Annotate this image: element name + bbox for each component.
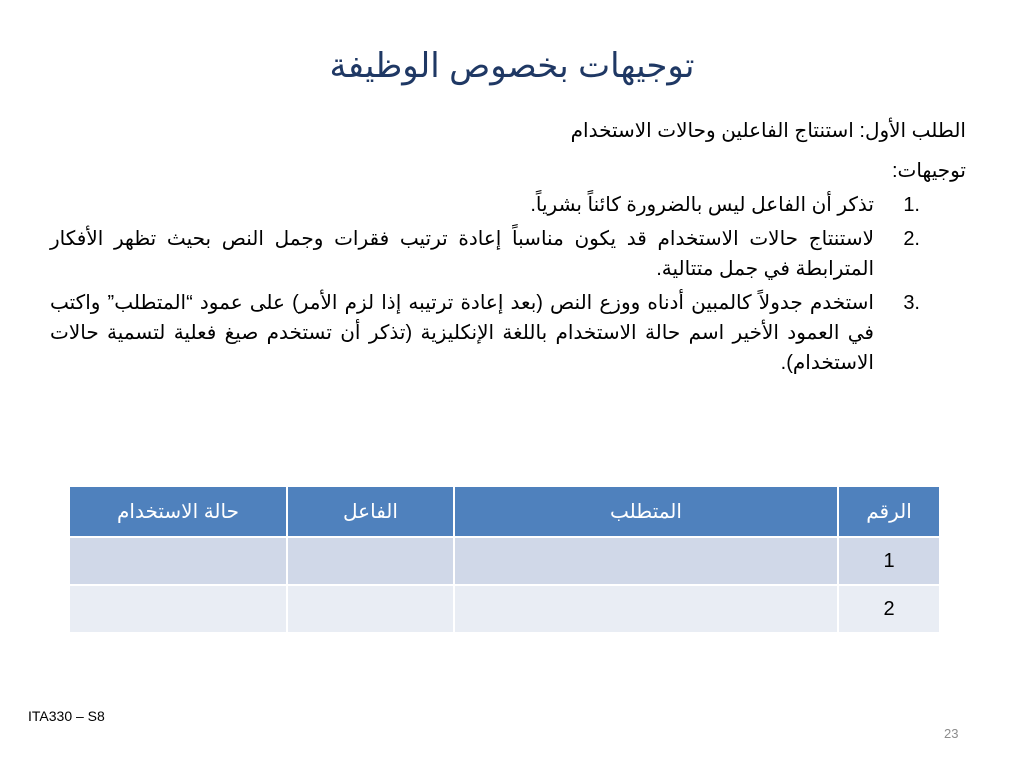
header-requirement: المتطلب xyxy=(454,486,838,537)
cell-requirement xyxy=(454,585,838,633)
page-number: 23 xyxy=(944,726,959,741)
table-row xyxy=(69,585,940,633)
cell-number: 2 xyxy=(838,585,940,633)
list-item xyxy=(50,190,966,220)
cell-use-case xyxy=(69,585,287,633)
list-item-number: 1. xyxy=(903,194,920,216)
header-use-case: حالة الاستخدام xyxy=(69,486,287,537)
list-item-number: 3. xyxy=(903,292,920,314)
cell-use-case xyxy=(69,537,287,585)
cell-actor xyxy=(287,585,454,633)
list-item-number: 2. xyxy=(903,228,920,250)
header-actor: الفاعل xyxy=(287,486,454,537)
slide-body xyxy=(50,116,966,382)
table-header-row xyxy=(69,486,940,537)
requirements-table xyxy=(68,485,941,634)
slide-title: توجيهات بخصوص الوظيفة xyxy=(329,47,695,85)
cell-requirement xyxy=(454,537,838,585)
cell-actor xyxy=(287,537,454,585)
list-item xyxy=(50,288,966,378)
footer-course-code: ITA330 – S8 xyxy=(28,708,105,724)
list-item xyxy=(50,224,966,284)
request-text: الطلب الأول: استنتاج الفاعلين وحالات الاستخدام xyxy=(570,120,966,142)
header-number: الرقم xyxy=(838,486,940,537)
guidance-list xyxy=(50,190,966,378)
guidance-label: توجيهات: xyxy=(892,160,966,182)
list-item-text: لاستنتاج حالات الاستخدام قد يكون مناسباً إعادة ترتيب فقرات وجمل النص بحيث تظهر الأفكار المترابطة في جمل متتالية. xyxy=(50,228,874,280)
cell-number: 1 xyxy=(838,537,940,585)
list-item-text: استخدم جدولاً كالمبين أدناه ووزع النص (بعد إعادة ترتيبه إذا لزم الأمر) على عمود “المتطلب” واكتب في العمود الأخير اسم حالة الاستخدام باللغة الإنكليزية (تذكر أن تستخدم صيغ فعلية لتسمية حالات الاستخدام). xyxy=(50,292,874,374)
list-item-text: تذكر أن الفاعل ليس بالضرورة كائناً بشرياً. xyxy=(530,194,874,216)
table-row xyxy=(69,537,940,585)
